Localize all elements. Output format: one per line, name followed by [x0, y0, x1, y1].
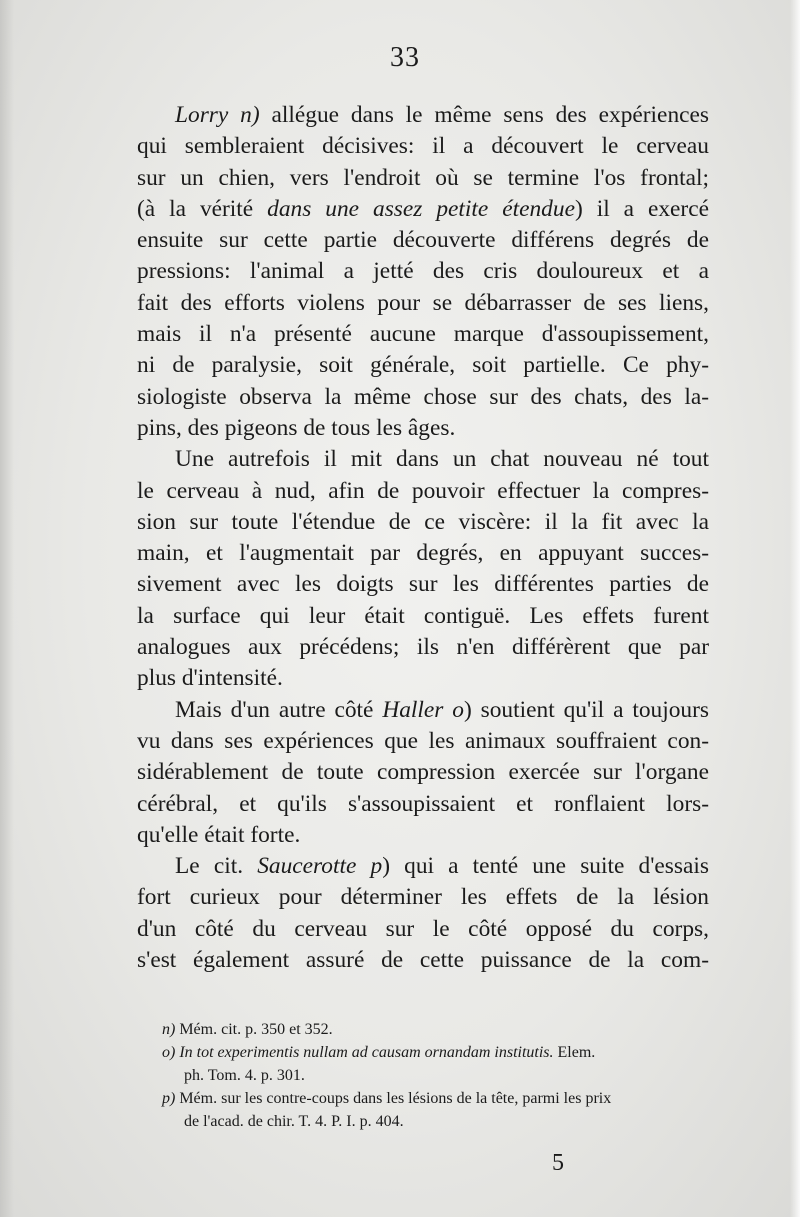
text-line: qui sembleraient décisives: il a découvert le cerveau: [137, 133, 709, 160]
text-line: la surface qui leur était contiguë. Les effets furent: [137, 602, 709, 629]
text-line: siologiste observa la même chose sur des chats, des la-: [137, 383, 709, 410]
text-line: plus d'intensité.: [137, 665, 283, 692]
page-edge: [790, 0, 800, 1217]
text-line: le cerveau à nud, afin de pouvoir effectuer la compres-: [137, 477, 709, 504]
text-line: vu dans ses expériences que les animaux souffraient con-: [137, 727, 709, 754]
footnote-n: n) Mém. cit. p. 350 et 352.: [162, 1021, 333, 1038]
footnote-o-continuation: ph. Tom. 4. p. 301.: [184, 1067, 305, 1084]
footnote-p-continuation: de l'acad. de chir. T. 4. P. I. p. 404.: [184, 1113, 404, 1130]
text-line: Lorry n) allégue dans le même sens des expériences: [175, 102, 710, 128]
text-line: fort curieux pour déterminer les effets de la lésion: [137, 884, 709, 911]
page-spine-shadow: [0, 0, 14, 1217]
text-line: s'est également assuré de cette puissance de la com-: [137, 947, 709, 974]
text-line: mais il n'a présenté aucune marque d'assoupissement,: [137, 321, 709, 348]
text-line: fait des efforts violens pour se débarrasser de ses liens,: [137, 289, 709, 316]
text-line: ensuite sur cette partie découverte différens degrés de: [137, 227, 709, 254]
text-line: (à la vérité dans une assez petite étendue) il a exercé: [137, 195, 709, 222]
text-line: Le cit. Saucerotte p) qui a tenté une suite d'essais: [175, 853, 709, 880]
text-line: d'un côté du cerveau sur le côté opposé du corps,: [137, 915, 709, 942]
text-line: pressions: l'animal a jetté des cris douloureux et a: [137, 258, 709, 285]
text-line: Une autrefois il mit dans un chat nouveau né tout: [175, 446, 709, 473]
text-line: qu'elle était forte.: [137, 821, 301, 848]
footnotes: [162, 1018, 712, 1133]
text-line: sur un chien, vers l'endroit où se termine l'os frontal;: [137, 164, 709, 191]
page-number: 33: [390, 42, 420, 73]
signature-mark: 5: [552, 1150, 564, 1176]
text-line: sivement avec les doigts sur les différentes parties de: [137, 571, 709, 598]
text-line: main, et l'augmentait par degrés, en appuyant succes-: [137, 540, 709, 567]
text-line: sion sur toute l'étendue de ce viscère: il la fit avec la: [137, 508, 709, 535]
text-line: Mais d'un autre côté Haller o) soutient qu'il a toujours: [175, 696, 709, 723]
footnote-o: o) In tot experimentis nullam ad causam ornandam institutis. Elem.: [162, 1044, 596, 1061]
footnote-p: p) Mém. sur les contre-coups dans les lésions de la tête, parmi les prix: [162, 1090, 612, 1107]
text-line: pins, des pigeons de tous les âges.: [137, 414, 456, 441]
text-line: ni de paralysie, soit générale, soit partielle. Ce phy-: [137, 352, 709, 379]
body-text: [137, 100, 709, 976]
text-line: sidérablement de toute compression exercée sur l'organe: [137, 759, 709, 786]
text-line: analogues aux précédens; ils n'en différèrent que par: [137, 634, 709, 661]
text-line: cérébral, et qu'ils s'assoupissaient et ronflaient lors-: [137, 790, 709, 817]
